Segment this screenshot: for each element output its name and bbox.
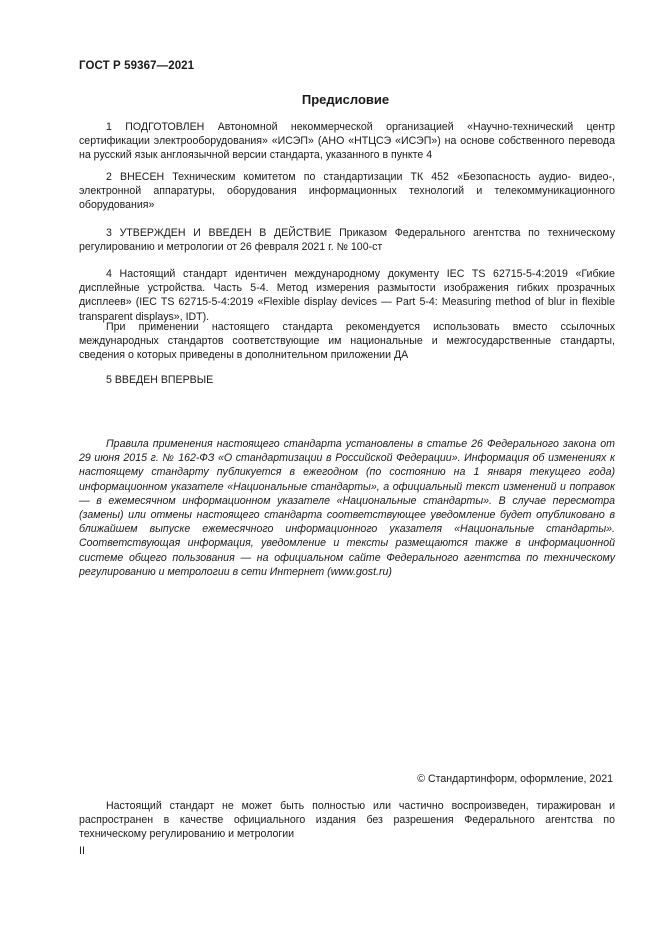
section-2-submitted-by: 2 ВНЕСЕН Техническим комитетом по стандартизации ТК 452 «Безопасность аудио- видео-, электронной аппаратуры, оборудования информационных технологий и телекоммуникационного оборудования»: [79, 171, 615, 212]
standard-code-header: ГОСТ Р 59367—2021: [79, 60, 195, 72]
section-3-approved: 3 УТВЕРЖДЕН И ВВЕДЕН В ДЕЙСТВИЕ Приказом Федерального агентства по техническому регулированию и метрологии от 26 февраля 2021 г. № 100-ст: [79, 227, 615, 254]
reproduction-notice: Настоящий стандарт не может быть полностью или частично воспроизведен, тиражирован и распространен в качестве официального издания без разрешения Федерального агентства по техническому регулированию и метрологии: [79, 800, 615, 841]
section-1-prepared-by: 1 ПОДГОТОВЛЕН Автономной некоммерческой организацией «Научно-технический центр сертификации электрооборудования» «ИСЭП» (АНО «НТЦСЭ «ИСЭП») на основе собственного перевода на русский язык англоязычной версии стандарта, указанного в пункте 4: [79, 121, 615, 162]
page-title: Предисловие: [301, 92, 390, 107]
section-5-introduced: 5 ВВЕДЕН ВПЕРВЫЕ: [106, 374, 214, 386]
section-4-note: При применении настоящего стандарта рекомендуется использовать вместо ссылочных международных стандартов соответствующие им национальные и межгосударственные стандарты, сведения о которых приведены в дополнительном приложении ДА: [79, 321, 615, 362]
section-4-identity: 4 Настоящий стандарт идентичен международному документу IEC TS 62715-5-4:2019 «Гибкие дисплейные устройства. Часть 5-4. Метод измерения размытости изображения гибких прозрачных дисплеев» (IEC TS 62715-5-4:2019 «Flexible display devices — Part 5-4: Measuring method of blur in flexible transparent displays», IDT).: [79, 268, 615, 323]
page-number: II: [79, 845, 85, 857]
rules-notice: Правила применения настоящего стандарта установлены в статье 26 Федерального закона от 29 июня 2015 г. № 162-ФЗ «О стандартизации в Российской Федерации». Информация об изменениях к настоящему стандарту публикуется в ежегодном (по состоянию на 1 января текущего года) информационном указателе «Национальные стандарты», а официальный текст изменений и поправок — в ежемесячном информационном указателе «Национальные стандарты». В случае пересмотра (замены) или отмены настоящего стандарта соответствующее уведомление будет опубликовано в ближайшем выпуске ежемесячного информационного указателя «Национальные стандарты». Соответствующая информация, уведомление и тексты размещаются также в информационной системе общего пользования — на официальном сайте Федерального агентства по техническому регулированию и метрологии в сети Интернет (www.gost.ru): [79, 438, 615, 578]
copyright-line: © Стандартинформ, оформление, 2021: [417, 773, 613, 785]
